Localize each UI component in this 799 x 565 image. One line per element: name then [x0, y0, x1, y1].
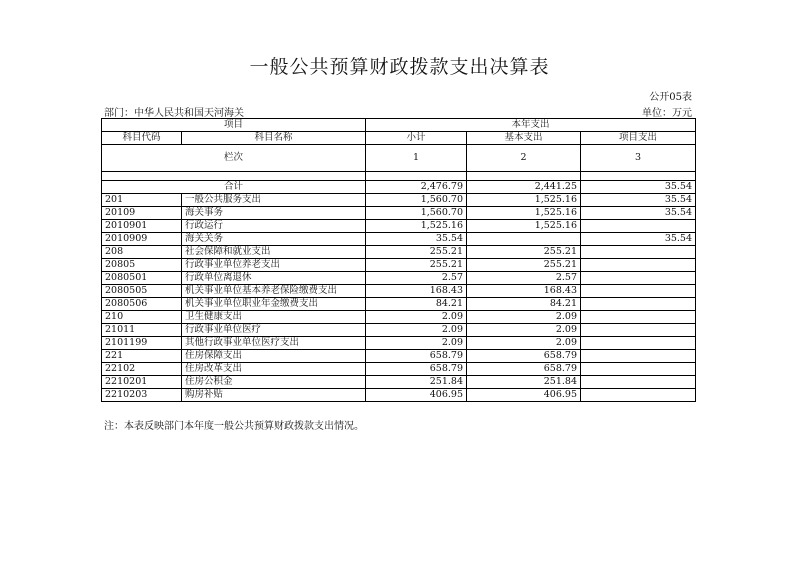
table-row [102, 233, 696, 246]
header-subtotal: 小计 [366, 132, 467, 145]
header-row-1 [102, 119, 696, 132]
row-name: 海关关务 [182, 233, 366, 246]
row-name: 一般公共服务支出 [182, 194, 366, 207]
table-row [102, 259, 696, 272]
row-code: 21011 [102, 324, 182, 337]
row-code: 2080501 [102, 272, 182, 285]
spacer-cell [581, 172, 696, 181]
row-basic: 168.43 [467, 285, 581, 298]
rank-col-3: 3 [581, 145, 696, 172]
row-subtotal: 35.54 [366, 233, 467, 246]
row-code: 201 [102, 194, 182, 207]
rank-row [102, 145, 696, 172]
row-project: 35.54 [581, 233, 696, 246]
row-project [581, 311, 696, 324]
table-row [102, 220, 696, 233]
table-row [102, 389, 696, 402]
table-row [102, 285, 696, 298]
department-label: 部门：中华人民共和国天河海关 [104, 108, 244, 119]
row-code: 2010901 [102, 220, 182, 233]
row-code: 2010909 [102, 233, 182, 246]
total-basic: 2,441.25 [467, 181, 581, 194]
table-row [102, 363, 696, 376]
row-basic: 2.09 [467, 337, 581, 350]
row-project [581, 246, 696, 259]
row-basic: 251.84 [467, 376, 581, 389]
row-project: 35.54 [581, 207, 696, 220]
row-code: 221 [102, 350, 182, 363]
row-project [581, 298, 696, 311]
row-name: 住房公积金 [182, 376, 366, 389]
header-project: 项目支出 [581, 132, 696, 145]
table-row [102, 246, 696, 259]
row-subtotal: 255.21 [366, 246, 467, 259]
spacer-cell [366, 172, 467, 181]
row-subtotal: 2.09 [366, 337, 467, 350]
row-project [581, 220, 696, 233]
row-basic: 84.21 [467, 298, 581, 311]
row-code: 210 [102, 311, 182, 324]
row-name: 行政运行 [182, 220, 366, 233]
spacer-cell [467, 172, 581, 181]
row-basic: 406.95 [467, 389, 581, 402]
row-basic: 1,525.16 [467, 220, 581, 233]
spacer-row [102, 172, 696, 181]
row-name: 海关事务 [182, 207, 366, 220]
row-name: 行政事业单位养老支出 [182, 259, 366, 272]
row-name: 购房补贴 [182, 389, 366, 402]
table-row [102, 207, 696, 220]
rank-col-2: 2 [467, 145, 581, 172]
row-subtotal: 255.21 [366, 259, 467, 272]
row-subtotal: 251.84 [366, 376, 467, 389]
row-code: 2101199 [102, 337, 182, 350]
row-code: 208 [102, 246, 182, 259]
row-name: 卫生健康支出 [182, 311, 366, 324]
row-code: 2080505 [102, 285, 182, 298]
row-subtotal: 658.79 [366, 363, 467, 376]
row-basic: 1,525.16 [467, 194, 581, 207]
row-subtotal: 1,560.70 [366, 194, 467, 207]
row-basic: 2.09 [467, 311, 581, 324]
row-subtotal: 406.95 [366, 389, 467, 402]
header-this-year: 本年支出 [366, 119, 696, 132]
table-row [102, 298, 696, 311]
total-row [102, 181, 696, 194]
row-project [581, 259, 696, 272]
row-subtotal: 1,525.16 [366, 220, 467, 233]
header-basic: 基本支出 [467, 132, 581, 145]
expenditure-table [101, 118, 696, 402]
row-code: 2080506 [102, 298, 182, 311]
row-subtotal: 2.09 [366, 324, 467, 337]
row-project [581, 350, 696, 363]
row-basic: 1,525.16 [467, 207, 581, 220]
form-number: 公开05表 [649, 92, 692, 103]
row-name: 社会保障和就业支出 [182, 246, 366, 259]
row-name: 行政事业单位医疗 [182, 324, 366, 337]
row-code: 20805 [102, 259, 182, 272]
row-project [581, 272, 696, 285]
row-code: 2210203 [102, 389, 182, 402]
row-project [581, 337, 696, 350]
row-basic: 255.21 [467, 259, 581, 272]
rank-label: 栏次 [102, 145, 366, 172]
row-name: 其他行政事业单位医疗支出 [182, 337, 366, 350]
table-row [102, 376, 696, 389]
row-subtotal: 2.09 [366, 311, 467, 324]
row-code: 2210201 [102, 376, 182, 389]
row-name: 行政单位离退休 [182, 272, 366, 285]
row-subtotal: 1,560.70 [366, 207, 467, 220]
row-subtotal: 2.57 [366, 272, 467, 285]
row-subtotal: 658.79 [366, 350, 467, 363]
page-title: 一般公共预算财政拨款支出决算表 [249, 56, 550, 78]
row-basic: 2.57 [467, 272, 581, 285]
table-body [102, 119, 696, 402]
spacer-cell [102, 172, 366, 181]
row-project [581, 363, 696, 376]
header-row-2 [102, 132, 696, 145]
header-code: 科目代码 [102, 132, 182, 145]
table-row [102, 194, 696, 207]
unit-label: 单位：万元 [642, 108, 692, 119]
header-name: 科目名称 [182, 132, 366, 145]
table-row [102, 272, 696, 285]
table-row [102, 324, 696, 337]
row-name: 住房保障支出 [182, 350, 366, 363]
row-name: 住房改革支出 [182, 363, 366, 376]
row-code: 22102 [102, 363, 182, 376]
row-project [581, 285, 696, 298]
total-project: 35.54 [581, 181, 696, 194]
row-basic: 658.79 [467, 350, 581, 363]
rank-col-1: 1 [366, 145, 467, 172]
header-item: 项目 [102, 119, 366, 132]
row-name: 机关事业单位职业年金缴费支出 [182, 298, 366, 311]
total-subtotal: 2,476.79 [366, 181, 467, 194]
row-basic [467, 233, 581, 246]
table-row [102, 337, 696, 350]
row-project [581, 324, 696, 337]
row-subtotal: 84.21 [366, 298, 467, 311]
row-name: 机关事业单位基本养老保险缴费支出 [182, 285, 366, 298]
row-basic: 2.09 [467, 324, 581, 337]
table-note: 注：本表反映部门本年度一般公共预算财政拨款支出情况。 [104, 421, 364, 432]
row-code: 20109 [102, 207, 182, 220]
row-project: 35.54 [581, 194, 696, 207]
row-project [581, 389, 696, 402]
row-subtotal: 168.43 [366, 285, 467, 298]
row-project [581, 376, 696, 389]
row-basic: 255.21 [467, 246, 581, 259]
table-row [102, 350, 696, 363]
table-row [102, 311, 696, 324]
row-basic: 658.79 [467, 363, 581, 376]
total-label: 合计 [102, 181, 366, 194]
